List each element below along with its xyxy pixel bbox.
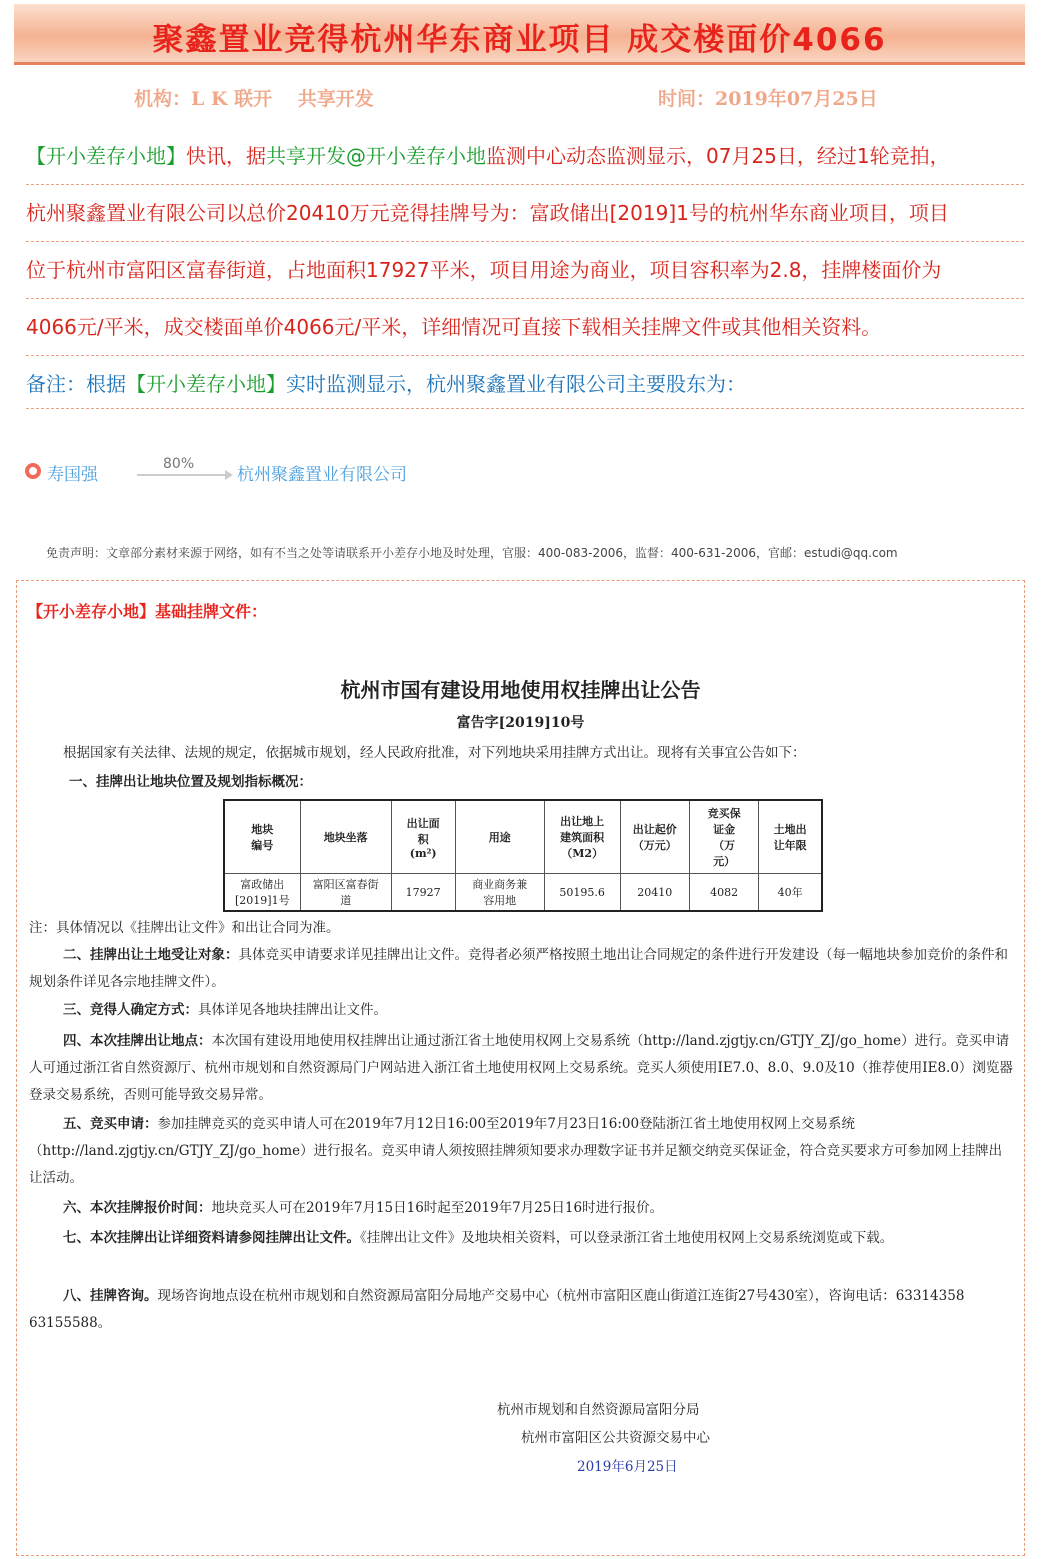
table-cell: 50195.6 [544, 874, 620, 912]
section-6-body: 地块竞买人可在2019年7月15日16时起至2019年7月25日16时进行报价。 [211, 1200, 664, 1216]
section-4-title: 四、本次挂牌出让地点： [63, 1033, 212, 1049]
news-line-3: 位于杭州市富阳区富春街道，占地面积17927平米，项目用途为商业，项目容积率为2.8，挂牌楼面价为 [26, 242, 1024, 299]
brand-tag: 【开小差存小地】 [126, 372, 286, 396]
document-heading: 【开小差存小地】基础挂牌文件： [27, 602, 268, 621]
section-3 [29, 997, 1015, 1024]
table-header: 地块 编号 [224, 800, 300, 874]
news-text: 快讯，据 [186, 144, 266, 168]
news-line-4: 4066元/平米，成交楼面单价4066元/平米，详细情况可直接下载相关挂牌文件或其他相关资料。 [26, 299, 1024, 356]
brand-tag: 【开小差存小地】 [26, 144, 186, 168]
table-cell: 20410 [620, 874, 689, 912]
table-cell: 40年 [759, 874, 822, 912]
table-cell: 4082 [690, 874, 759, 912]
org-label: 机构：L K 联开 共享开发 [134, 88, 374, 110]
shareholder-name[interactable]: 寿国强 [47, 465, 98, 485]
section-7-title: 七、本次挂牌出让详细资料请参阅挂牌出让文件。 [63, 1230, 360, 1246]
note-text: 实时监测显示，杭州聚鑫置业有限公司主要股东为： [286, 372, 746, 396]
section-7-body: 《挂牌出让文件》及地块相关资料，可以登录浙江省土地使用权网上交易系统浏览或下载。 [360, 1230, 894, 1246]
time-label: 时间：2019年07月25日 [658, 88, 878, 110]
announcement-number: 富告字[2019]10号 [456, 715, 585, 731]
table-header: 用途 [455, 800, 544, 874]
land-parcel-table [223, 799, 823, 912]
disclaimer: 免责声明：文章部分素材来源于网络，如有不当之处等请联系开小差存小地及时处理，官服：400-083-2006，监督：400-631-2006，官邮：estudi@qq.com [46, 546, 898, 560]
section-1-title: 一、挂牌出让地块位置及规划指标概况： [69, 774, 312, 790]
table-cell: 富阳区富春街 道 [300, 874, 391, 912]
arrow-right-icon [137, 474, 225, 476]
announcement-date: 2019年6月25日 [577, 1459, 678, 1475]
intro-paragraph: 根据国家有关法律、法规的规定，依据城市规划，经人民政府批准，对下列地块采用挂牌方式出让。现将有关事宜公告如下： [63, 745, 806, 761]
section-4 [29, 1028, 1015, 1109]
section-8-title: 八、挂牌咨询。 [63, 1288, 158, 1304]
table-header: 土地出 让年限 [759, 800, 822, 874]
section-5 [29, 1111, 1015, 1192]
table-note: 注：具体情况以《挂牌出让文件》和出让合同为准。 [29, 920, 340, 936]
table-header: 出让面 积 (m²) [391, 800, 455, 874]
table-header: 出让起价 （万元） [620, 800, 689, 874]
signature-center: 杭州市富阳区公共资源交易中心 [521, 1430, 710, 1446]
person-icon [25, 463, 41, 479]
announcement-title: 杭州市国有建设用地使用权挂牌出让公告 [340, 678, 701, 702]
section-7 [29, 1225, 1015, 1252]
section-8 [29, 1283, 1015, 1337]
table-header: 出让地上 建筑面积 （M2） [544, 800, 620, 874]
table-cell: 富政储出 [2019]1号 [224, 874, 300, 912]
section-6-title: 六、本次挂牌报价时间： [63, 1200, 212, 1216]
section-6 [29, 1195, 1015, 1222]
listing-document [16, 580, 1025, 1556]
section-3-body: 具体详见各地块挂牌出让文件。 [198, 1002, 387, 1018]
section-8-body: 现场咨询地点设在杭州市规划和自然资源局富阳分局地产交易中心（杭州市富阳区鹿山街道江连街27号430室），咨询电话：63314358 63155588。 [29, 1288, 965, 1331]
table-row [224, 874, 822, 912]
section-5-body: 参加挂牌竞买的竞买申请人可在2019年7月12日16:00至2019年7月23日16:00登陆浙江省土地使用权网上交易系统（http://land.zjgtjy.cn/GTJY_ZJ/go_home）进行报名。竞买申请人须按照挂牌须知要求办理数字证书并足额交纳竞买保证金，符合竞买要求方可参加网上挂牌出让活动。 [29, 1116, 1003, 1186]
table-cell: 17927 [391, 874, 455, 912]
shareholder-note [26, 356, 1024, 409]
section-2-title: 二、挂牌出让土地受让对象： [63, 947, 239, 963]
title-banner [14, 4, 1025, 65]
table-header: 地块坐落 [300, 800, 391, 874]
page-title: 聚鑫置业竞得杭州华东商业项目 成交楼面价4066 [152, 22, 887, 58]
section-5-title: 五、竞买申请： [63, 1116, 158, 1132]
section-2 [29, 942, 1015, 996]
signature-bureau: 杭州市规划和自然资源局富阳分局 [497, 1402, 700, 1418]
share-percent: 80% [163, 456, 195, 472]
company-name[interactable]: 杭州聚鑫置业有限公司 [237, 465, 407, 485]
table-cell: 商业商务兼 容用地 [455, 874, 544, 912]
news-text: 监测中心动态监测显示，07月25日，经过1轮竞拍， [486, 144, 950, 168]
news-line-2: 杭州聚鑫置业有限公司以总价20410万元竞得挂牌号为：富政储出[2019]1号的杭州华东商业项目，项目 [26, 185, 1024, 242]
note-text: 备注：根据 [26, 372, 126, 396]
news-line-1 [26, 128, 1024, 185]
section-4-body: 本次国有建设用地使用权挂牌出让通过浙江省土地使用权网上交易系统（http://land.zjgtjy.cn/GTJY_ZJ/go_home）进行。竞买申请人可通过浙江省自然资源厅、杭州市规划和自然资源局门户网站进入浙江省土地使用权网上交易系统。竞买人须使用IE7.0、8.0、9.0及10（推荐使用IE8.0）浏览器登录交易系统，否则可能导致交易异常。 [29, 1033, 1013, 1103]
section-2-body: 具体竞买申请要求详见挂牌出让文件。竞得者必须严格按照土地出让合同规定的条件进行开发建设（每一幅地块参加竞价的条件和规划条件详见各宗地挂牌文件）。 [29, 947, 1008, 990]
section-3-title: 三、竞得人确定方式： [63, 1002, 198, 1018]
table-header: 竞买保 证金 （万 元） [690, 800, 759, 874]
brand-link[interactable]: 共享开发@开小差存小地 [266, 144, 486, 168]
